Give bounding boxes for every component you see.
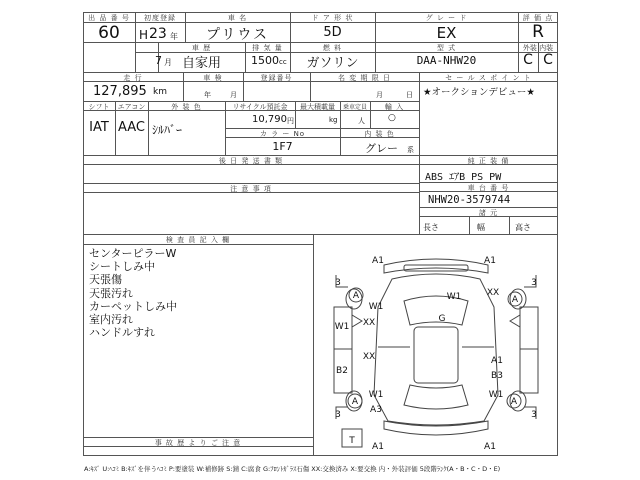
header-ext-int: 外装 内装 [522,44,554,52]
header-lot-no: 出 品 番 号 [88,14,130,22]
recycle-unit: 円 [287,117,294,125]
mark-fl-corner: 3 [335,278,341,288]
car-name: プリウス [205,27,270,43]
chassis-number: NHW20-3579744 [428,194,511,206]
header-fuel: 燃 料 [322,44,343,52]
inspector-notes [89,247,177,339]
mark-quarter-rl: B2 [336,366,348,376]
interior-color-unit: 系 [407,146,414,154]
capacity-unit: 人 [358,117,365,125]
header-inspection: 車 検 [203,74,223,82]
color-no: 1F7 [272,140,293,153]
mark-roof: G [438,314,446,324]
note-line: 室内汚れ [89,313,133,327]
exterior-color: ｼﾙﾊﾞｰ [152,123,183,137]
inspection-year: 年 [204,91,211,99]
dim-width: 幅 [477,223,485,232]
header-model: 型 式 [436,44,457,52]
shift: IAT [89,120,109,135]
header-shift: シフト [88,103,110,111]
car-damage-diagram [314,235,558,456]
doors: 5D [323,25,342,40]
note-line: センターピラーW [89,247,177,260]
header-aircon: エアコン [117,103,146,111]
exterior-score: C [523,52,533,68]
first-reg-era: H [139,28,149,42]
mark-rear-bumper-r: A1 [484,442,496,452]
header-score: 評 価 点 [522,14,554,22]
mark-front-bumper-r: A1 [484,256,496,266]
grade: EX [436,24,457,42]
displacement-unit: cc [279,58,287,66]
header-import: 輸 入 [384,103,405,111]
note-line: 天張汚れ [89,286,133,300]
dim-height: 高さ [515,223,531,232]
header-color-no: カ ラ ー No [259,130,306,138]
header-vehicle-type: 車 歴 [191,44,212,52]
header-later-docs: 後 日 発 送 書 類 [218,157,284,165]
first-reg-month-unit: 月 [164,58,172,67]
note-line: ハンドルすれ [89,326,155,340]
mark-quarter-rr: B3 [491,371,503,381]
aircon: AAC [118,120,145,135]
vehicle-type: 自家用 [181,56,221,71]
header-sales-point: セ ー ル ス ポ イ ン ト [445,74,532,82]
header-equipment: 純 正 装 備 [467,157,510,165]
header-recycle: リサイクル預託金 [232,103,288,111]
header-color: 外 装 色 [171,103,202,111]
mileage-unit: km [153,87,167,97]
mark-tail: T [349,436,355,446]
mark-rear-lower-l2: A3 [370,405,382,415]
name-change-month: 月 [376,91,383,99]
mark-rr-corner: 3 [531,410,537,420]
header-doors: ド ア 形 状 [311,14,354,22]
lot-number: 60 [98,23,120,43]
mark-rl-corner: 3 [335,410,341,420]
mark-door-fl-inner: XX [362,318,376,328]
mark-front-wheel-r: A [511,295,519,305]
header-first-reg: 初度登録 [144,14,176,22]
header-dims: 諸 元 [478,209,499,217]
header-chassis: 車 台 番 号 [467,184,510,192]
header-car-name: 車 名 [227,14,248,22]
mark-rear-lower-r: W1 [488,390,504,400]
mark-fender-fl: W1 [368,302,384,312]
max-load-unit: kg [329,116,338,124]
mark-door-rr-a: A1 [491,356,503,366]
header-max-load: 最大積載量 [300,103,335,111]
mark-front-bumper-l: A1 [372,256,384,266]
mark-rear-wheel-r: A [510,397,518,407]
header-inspection-date: 登録番号 [260,74,293,82]
mark-door-fl: W1 [334,322,350,332]
equipment: ABS ｴｱB PS PW [425,172,502,183]
damage-legend: A:ｷｽﾞ U:ﾍｺﾐ B:ｷｽﾞを伴うﾍｺﾐ P:要塗装 W:補修跡 S:錆 C:腐食 G:ﾌﾛﾝﾄｶﾞﾗｽ石傷 XX:交換済み X:要交換 内・外装評価 5段階ﾗﾝｸ(A・B・C・D・E) [84,465,501,473]
recycle-fee: 10,790 [252,114,287,125]
inspection-month: 月 [230,91,237,99]
mileage: 127,895 [93,84,147,99]
header-mileage: 走 行 [123,74,143,82]
header-interior-color: 内 装 色 [364,130,395,138]
note-line: カーペットしみ中 [89,299,177,313]
note-line: シートしみ中 [89,260,155,274]
mark-door-rl-inner: XX [362,352,376,362]
first-reg-month: 7 [155,54,162,67]
first-reg-year: 23 [149,26,167,42]
fuel: ガソリン [306,56,359,71]
header-displacement: 排 気 量 [252,44,283,52]
header-name-change: 名 変 期 限 日 [338,74,391,82]
interior-color: グレー [365,142,398,155]
import-mark: ○ [388,113,396,123]
mark-rear-lower-l1: W1 [368,390,384,400]
dim-length: 長さ [423,223,439,232]
mark-front-wheel-l: A [352,291,360,301]
mark-fr-corner: 3 [531,278,537,288]
mark-rear-wheel-l: A [351,397,359,407]
header-notes: 注 意 事 項 [230,185,272,193]
displacement: 1500 [251,54,279,67]
note-line: 天張傷 [89,273,122,287]
sales-point: ★オークションデビュー★ [423,87,535,98]
mark-hood: W1 [446,292,462,302]
interior-score: C [543,52,553,68]
mark-rear-bumper-l: A1 [372,442,384,452]
header-grade: グ レ ー ド [425,14,468,22]
mark-fender-fr: XX [486,288,500,298]
header-inspector: 検 査 員 記 入 欄 [165,236,231,244]
header-history: 事 故 歴 よ り ご 注 意 [154,439,242,447]
score: R [532,22,544,42]
name-change-day: 日 [406,91,413,99]
first-reg-year-unit: 年 [170,32,178,41]
model: DAA-NHW20 [416,54,477,67]
header-capacity: 乗車定員 [342,104,367,111]
